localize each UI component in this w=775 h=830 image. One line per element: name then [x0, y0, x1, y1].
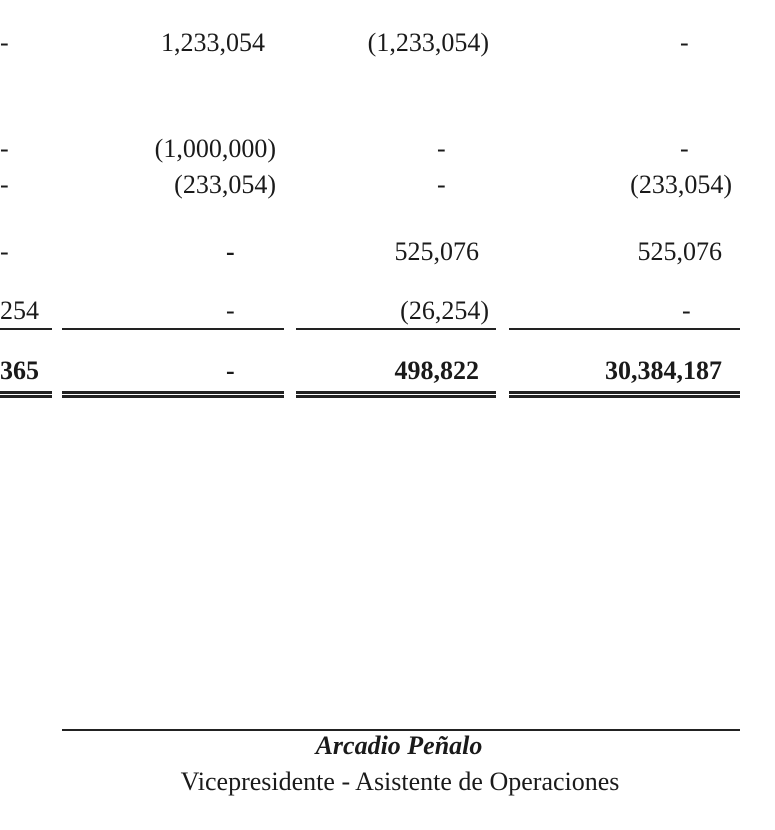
row4-col0: - — [0, 237, 9, 266]
total-double-rule-col2 — [296, 391, 496, 398]
row3-col3: (233,054) — [630, 170, 732, 199]
subtotal-rule-col2 — [296, 328, 496, 330]
total-col3: 30,384,187 — [605, 356, 722, 385]
total-double-rule-col3 — [509, 391, 740, 398]
subtotal-rule-col3 — [509, 328, 740, 330]
total-double-rule-col1 — [62, 391, 284, 398]
row3-col1: (233,054) — [174, 170, 276, 199]
row4-col2: 525,076 — [394, 237, 479, 266]
row3-col2: - — [437, 170, 446, 199]
subtotal-rule-col1 — [62, 328, 284, 330]
total-col1: - — [226, 356, 235, 385]
row5-col2: (26,254) — [400, 296, 489, 325]
row2-col2: - — [437, 134, 446, 163]
signatory-name: Arcadio Peñalo — [315, 731, 483, 760]
row4-col1: - — [226, 237, 235, 266]
signatory-title: Vicepresidente - Asistente de Operaciones — [180, 767, 620, 796]
row5-col3: - — [682, 296, 691, 325]
row5-col1: - — [226, 296, 235, 325]
row2-col3: - — [680, 134, 689, 163]
row1-col2: (1,233,054) — [367, 28, 489, 57]
row3-col0: - — [0, 170, 9, 199]
row2-col0: - — [0, 134, 9, 163]
row1-col1: 1,233,054 — [161, 28, 265, 57]
total-double-rule-col0 — [0, 391, 52, 398]
total-col0: 365 — [0, 356, 39, 385]
row1-col0: - — [0, 28, 9, 57]
row4-col3: 525,076 — [637, 237, 722, 266]
row5-col0: 254 — [0, 296, 39, 325]
subtotal-rule-col0 — [0, 328, 52, 330]
row1-col3: - — [680, 28, 689, 57]
row2-col1: (1,000,000) — [154, 134, 276, 163]
total-col2: 498,822 — [394, 356, 479, 385]
